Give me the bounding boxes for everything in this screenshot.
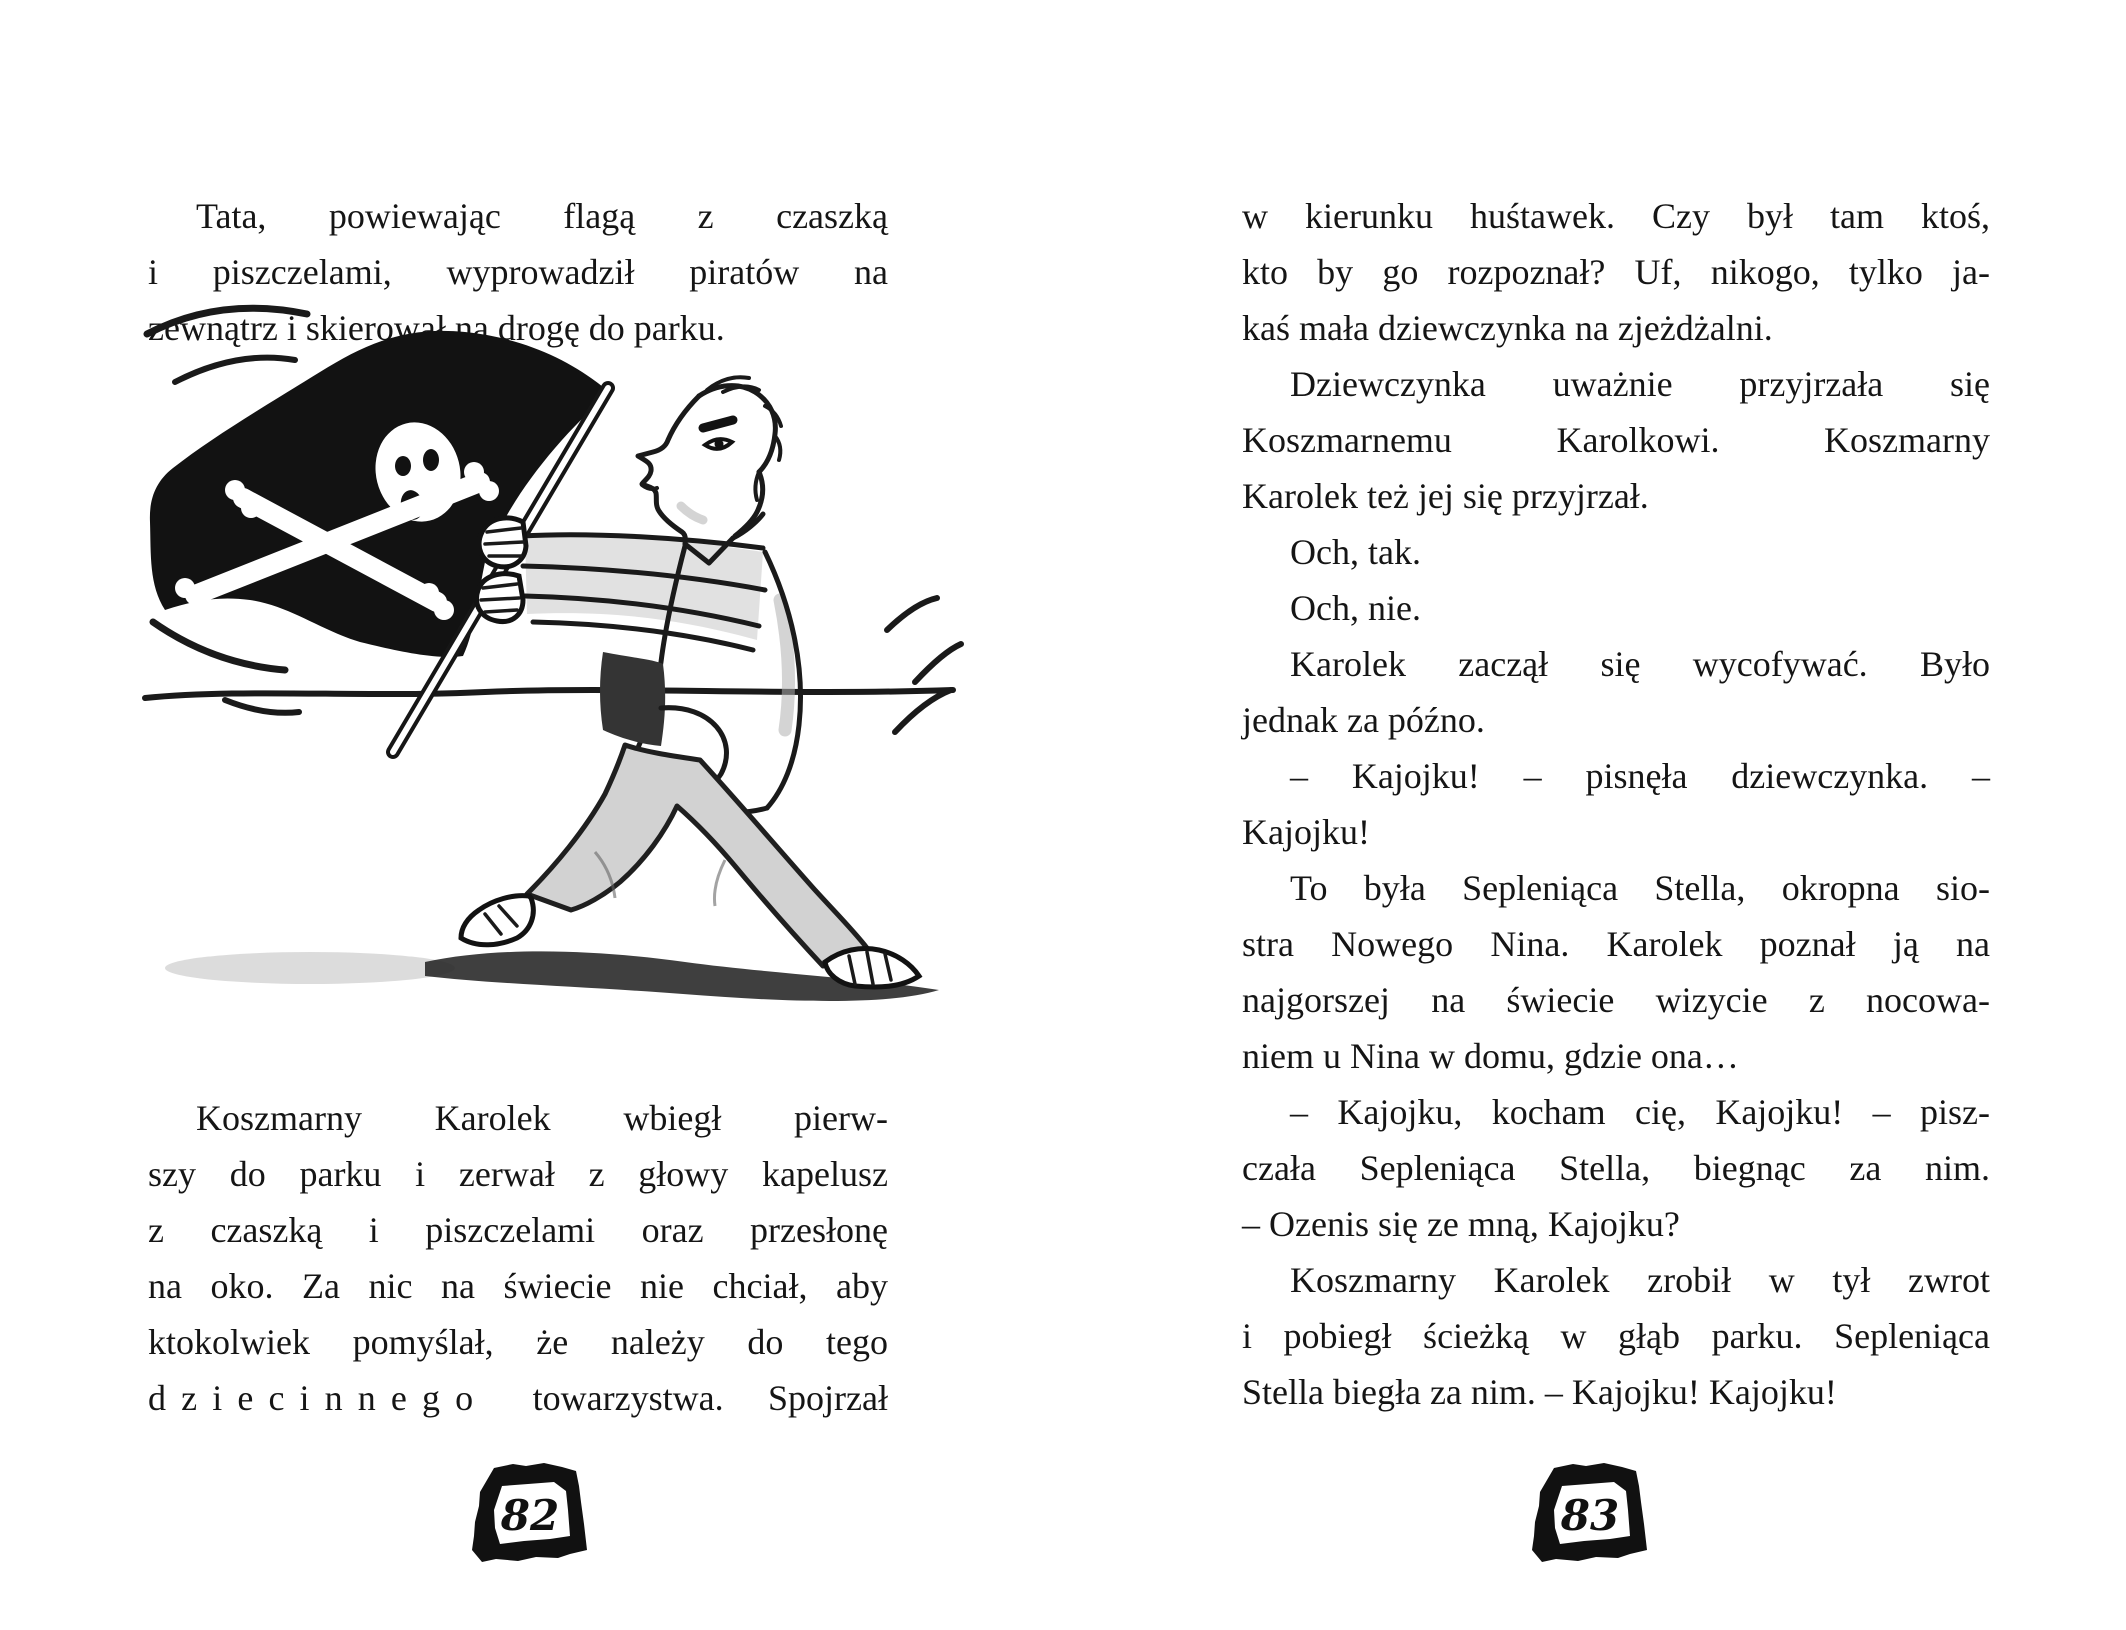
- text-line: To była Sepleniąca Stella, okropna sio-: [1290, 868, 1990, 908]
- text-line: Dziewczynka uważnie przyjrzała się: [1290, 364, 1990, 404]
- page-number-badge-83: [1526, 1462, 1648, 1564]
- paragraph: [1242, 748, 1990, 860]
- text-line-emphasis: [148, 1370, 888, 1426]
- paragraph: [1242, 188, 1990, 356]
- text-line: kaś mała dziewczynka na zjeżdżalni.: [1242, 308, 1773, 348]
- text-line: kto by go rozpoznał? Uf, nikogo, tylko ja-: [1242, 252, 1990, 292]
- text-line: – Kajojku, kocham cię, Kajojku! – pisz-: [1290, 1092, 1990, 1132]
- text-line: Karolek zaczął się wycofywać. Było: [1290, 644, 1990, 684]
- text-line: czała Sepleniąca Stella, biegnąc za nim.: [1242, 1148, 1990, 1188]
- text-line: z czaszką i piszczelami oraz przesłonę: [148, 1210, 888, 1250]
- text-line: zewnątrz i skierował na drogę do parku.: [148, 308, 725, 348]
- text-line: niem u Nina w domu, gdzie ona…: [1242, 1036, 1739, 1076]
- text-line: najgorszej na świecie wizycie z nocowa-: [1242, 980, 1990, 1020]
- text-line: Kajojku!: [1242, 812, 1370, 852]
- paragraph: [1242, 356, 1990, 524]
- text-line: Karolek też jej się przyjrzał.: [1242, 476, 1649, 516]
- paragraph: [1242, 580, 1990, 636]
- text-line: Stella biegła za nim. – Kajojku! Kajojku!: [1242, 1372, 1837, 1412]
- paragraph: [1242, 636, 1990, 748]
- text-line: i pobiegł ścieżką w głąb parku. Sepleniąca: [1242, 1316, 1990, 1356]
- horizon-line: [145, 690, 953, 698]
- paragraph: [1242, 860, 1990, 1084]
- text-line: Och, tak.: [1290, 532, 1421, 572]
- text-line: Koszmarny Karolek wbiegł pierw-: [196, 1098, 888, 1138]
- text-line: jednak za późno.: [1242, 700, 1485, 740]
- line-rest: towarzystwa. Spojrzał: [532, 1378, 888, 1418]
- text-line: Koszmarnemu Karolkowi. Koszmarny: [1242, 420, 1990, 460]
- text-line: – Kajojku! – pisnęła dziewczynka. –: [1290, 756, 1990, 796]
- pirate-flag-walking-man-illustration: [125, 300, 965, 1075]
- page-number: 83: [1560, 1491, 1620, 1540]
- page-82-paragraph-2: [148, 1090, 888, 1426]
- text-line: – Ozenis się ze mną, Kajojku?: [1242, 1204, 1680, 1244]
- text-line: Och, nie.: [1290, 588, 1421, 628]
- text-line: szy do parku i zerwał z głowy kapelusz: [148, 1154, 888, 1194]
- eye-icon: [703, 420, 733, 449]
- text-line: stra Nowego Nina. Karolek poznał ją na: [1242, 924, 1990, 964]
- paragraph: [1242, 524, 1990, 580]
- page-83-text: [1242, 188, 1990, 1420]
- text-line: i piszczelami, wyprowadził piratów na: [148, 252, 888, 292]
- paragraph: [1242, 1252, 1990, 1420]
- page-number-badge-82: [466, 1462, 588, 1564]
- letter-spaced-word: dziecinnego: [148, 1378, 489, 1418]
- text-line: ktokolwiek pomyślał, że należy do tego: [148, 1322, 888, 1362]
- text-line: Koszmarny Karolek zrobił w tył zwrot: [1290, 1260, 1990, 1300]
- text-line: Tata, powiewając flagą z czaszką: [196, 196, 888, 236]
- paragraph: [1242, 1084, 1990, 1252]
- page-number: 82: [500, 1491, 560, 1540]
- text-line: na oko. Za nic na świecie nie chciał, aby: [148, 1266, 888, 1306]
- text-line: w kierunku huśtawek. Czy był tam ktoś,: [1242, 196, 1990, 236]
